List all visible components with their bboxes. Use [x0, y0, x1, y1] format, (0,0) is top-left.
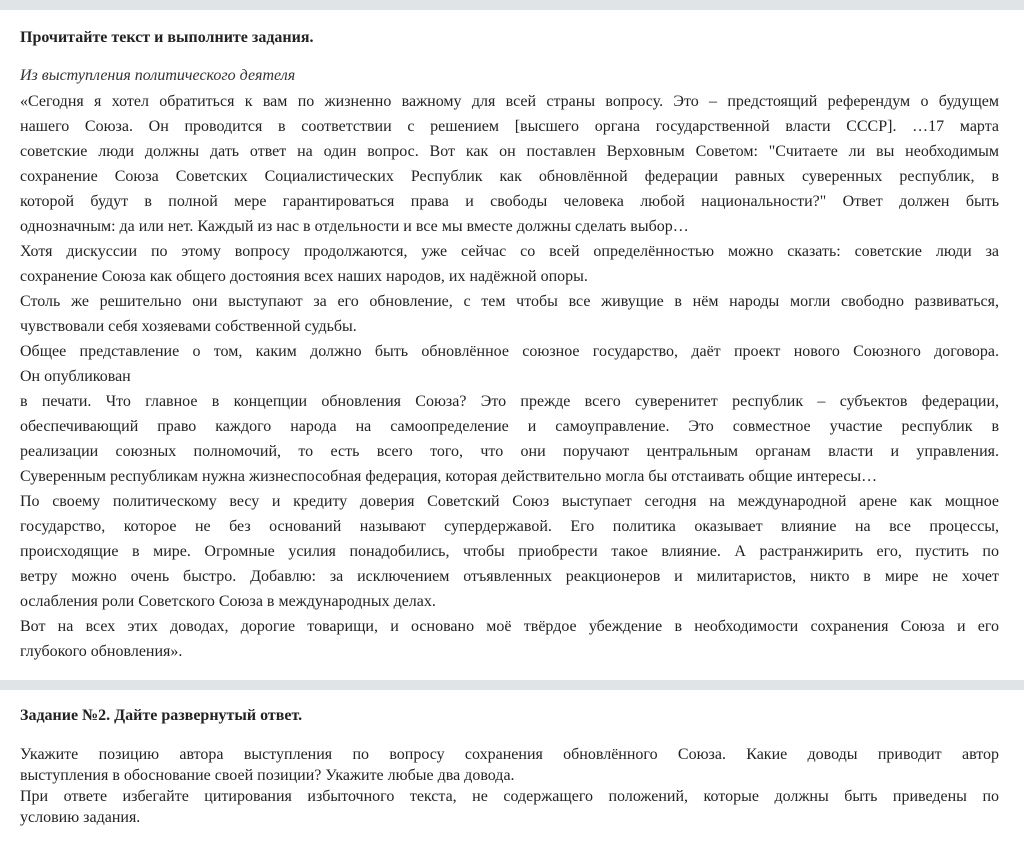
source-caption: Из выступления политического деятеля — [20, 67, 296, 84]
text-line: ветру можно очень быстро. Добавлю: за исключением отъявленных реакционеров и милитаристов, никто в мире не хочет — [20, 568, 999, 585]
text-line: Столь же решительно они выступают за его обновление, с тем чтобы все живущие в нём народы могли свободно развиваться, — [20, 293, 999, 310]
task-heading: Прочитайте текст и выполните задания. — [20, 29, 314, 46]
text-line: происходящие в мире. Огромные усилия понадобились, чтобы приобрести такое влияние. А растранжирить его, пустить по — [20, 543, 999, 560]
speech-text — [20, 89, 999, 664]
text-line: обеспечивающий право каждого народа на самоопределение и самоуправление. Это совместное участие республик в — [20, 418, 999, 435]
text-line: Вот на всех этих доводах, дорогие товарищи, и основано моё твёрдое убеждение в необходимости сохранения Союза и его — [20, 618, 999, 635]
text-line: При ответе избегайте цитирования избыточного текста, не содержащего положений, которые должны быть приведены по — [20, 788, 999, 805]
text-line: Укажите позицию автора выступления по вопросу сохранения обновлённого Союза. Какие доводы приводит автор — [20, 746, 999, 763]
text-line: нашего Союза. Он проводится в соответствии с решением [высшего органа государственной власти СССР]. …17 марта — [20, 118, 999, 135]
text-line: По своему политическому весу и кредиту доверия Советский Союз выступает сегодня на международной арене как мощное — [20, 493, 999, 510]
text-line: сохранение Союза как общего достояния всех наших народов, их надёжной опоры. — [20, 268, 588, 285]
text-line: Хотя дискуссии по этому вопросу продолжаются, уже сейчас со всей определённостью можно сказать: советские люди за — [20, 243, 999, 260]
text-line: выступления в обоснование своей позиции? Укажите любые два довода. — [20, 767, 515, 784]
reading-text-panel — [0, 10, 1024, 680]
text-line: сохранение Союза Советских Социалистических Республик как обновлённой федерации равных суверенных республик, в — [20, 168, 999, 185]
task-2-heading: Задание №2. Дайте развернутый ответ. — [20, 707, 303, 724]
text-line: Он опубликован — [20, 368, 131, 385]
text-line: однозначным: да или нет. Каждый из нас в отдельности и все мы вместе должны сделать выбор… — [20, 218, 689, 235]
text-line: Суверенным республикам нужна жизнеспособная федерация, которая действительно могла бы отстаивать общие интересы… — [20, 468, 878, 485]
text-line: Общее представление о том, каким должно быть обновлённое союзное государство, даёт проект нового Союзного договора. — [20, 343, 999, 360]
text-line: советские люди должны дать ответ на один вопрос. Вот как он поставлен Верховным Советом: "Считаете ли вы необходимым — [20, 143, 999, 160]
text-line: государство, которое не без оснований называют супердержавой. Его политика оказывает влияние на все процессы, — [20, 518, 999, 535]
text-line: ослабления роли Советского Союза в международных делах. — [20, 593, 436, 610]
task-2-text — [20, 744, 999, 828]
text-line: которой будут в полной мере гарантироваться права и свободы человека любой национальности?" Ответ должен быть — [20, 193, 999, 210]
text-line: чувствовали себя хозяевами собственной судьбы. — [20, 318, 357, 335]
text-line: условию задания. — [20, 809, 141, 826]
task-2-panel — [0, 690, 1024, 862]
text-line: в печати. Что главное в концепции обновления Союза? Это прежде всего суверенитет республик – субъектов федерации, — [20, 393, 999, 410]
text-line: реализации союзных полномочий, то есть всего того, что они поручают центральным органам власти и управления. — [20, 443, 999, 460]
text-line: «Сегодня я хотел обратиться к вам по жизненно важному для всей страны вопросу. Это – предстоящий референдум о будущем — [20, 93, 999, 110]
text-line: глубокого обновления». — [20, 643, 183, 660]
